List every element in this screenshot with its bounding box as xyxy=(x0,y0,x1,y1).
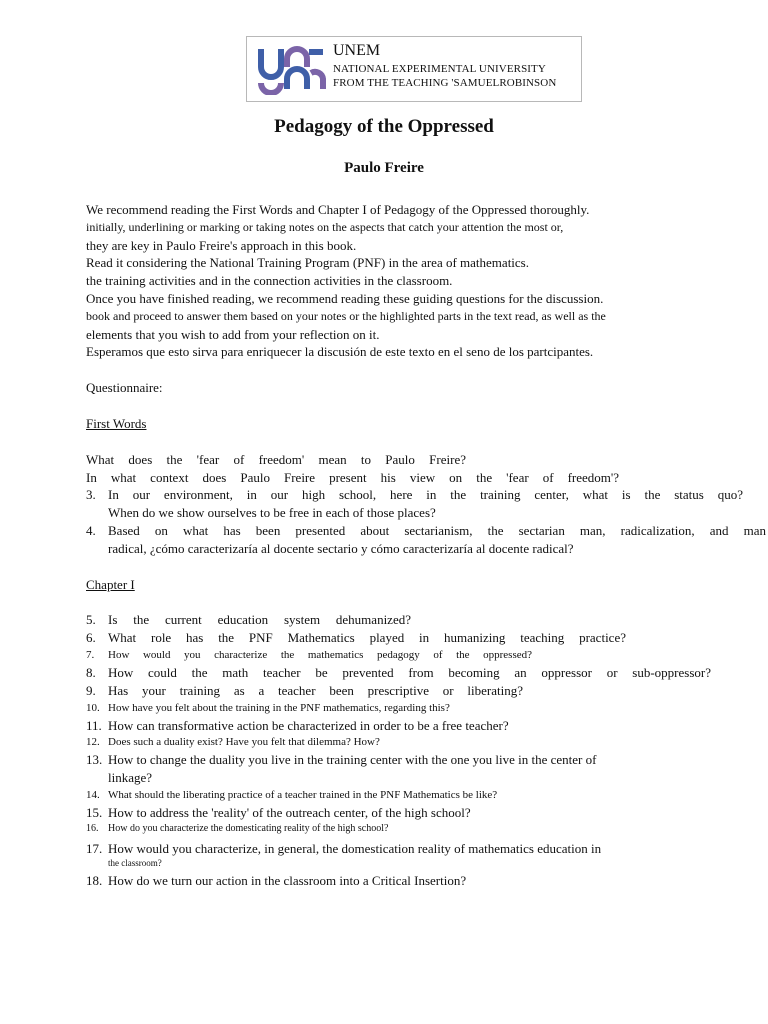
question-16: 16. How do you characterize the domesticating reality of the high school? xyxy=(86,822,389,834)
question-9: 9. Has your training as a teacher been prescriptive or liberating? xyxy=(86,682,523,698)
question-11: 11. How can transformative action be characterized in order to be a free teacher? xyxy=(86,717,509,733)
question-6: 6. What role has the PNF Mathematics played in humanizing teaching practice? xyxy=(86,630,626,646)
org-name: UNEM xyxy=(333,42,381,59)
question-1: What does the 'fear of freedom' mean to Paulo Freire? xyxy=(86,451,466,467)
org-line-2: FROM THE TEACHING 'SAMUELROBINSON xyxy=(333,77,557,89)
question-12: 12. Does such a duality exist? Have you felt that dilemma? How? xyxy=(86,736,380,749)
chapter-questions xyxy=(86,611,766,889)
intro-line: Esperamos que esto sirva para enriquecer la discusión de este texto en el seno de los partcipantes. xyxy=(86,344,594,360)
question-4-continued: radical, ¿cómo caracterizaría al docente sectario y cómo caracterizaría al docente radical? xyxy=(108,540,574,556)
question-3: 3. In our environment, in our high school, here in the training center, what is the status quo? xyxy=(86,487,743,503)
section-heading-chapter-1: Chapter I xyxy=(86,576,135,592)
intro-line: initially, underlining or marking or taking notes on the aspects that catch your attention the most or, xyxy=(86,219,564,234)
question-13-continued: linkage? xyxy=(108,770,153,786)
question-18: 18. How do we turn our action in the classroom into a Critical Insertion? xyxy=(86,872,467,888)
question-17: 17. How would you characterize, in general, the domestication reality of mathematics education in xyxy=(86,840,602,856)
header-text xyxy=(333,43,556,90)
question-5: 5. Is the current education system dehumanized? xyxy=(86,612,411,628)
document-author: Paulo Freire xyxy=(344,160,424,176)
document-body xyxy=(86,201,766,889)
intro-line: Read it considering the National Training Program (PNF) in the area of mathematics. xyxy=(86,255,529,271)
question-13: 13. How to change the duality you live in the training center with the one you live in the center of xyxy=(86,752,597,768)
intro-line: the training activities and in the connection activities in the classroom. xyxy=(86,273,453,289)
org-line-1: NATIONAL EXPERIMENTAL UNIVERSITY xyxy=(333,63,546,75)
section-heading-first-words: First Words xyxy=(86,415,147,431)
first-words-questions xyxy=(86,451,766,558)
unem-logo-icon xyxy=(257,43,327,95)
question-4: 4. Based on what has been presented about sectarianism, the sectarian man, radicalization, and man xyxy=(86,522,766,538)
intro-line: they are key in Paulo Freire's approach in this book. xyxy=(86,237,357,253)
question-15: 15. How to address the 'reality' of the outreach center, of the high school? xyxy=(86,804,471,820)
question-10: 10. How have you felt about the training in the PNF mathematics, regarding this? xyxy=(86,701,450,714)
intro-line: book and proceed to answer them based on your notes or the highlighted parts in the text read, as well as the xyxy=(86,308,606,323)
questionnaire-label: Questionnaire: xyxy=(86,380,163,396)
intro-line: Once you have finished reading, we recommend reading these guiding questions for the discussion. xyxy=(86,290,604,306)
question-8: 8. How could the math teacher be prevented from becoming an oppressor or sub-oppressor? xyxy=(86,664,711,680)
intro-line: We recommend reading the First Words and Chapter I of Pedagogy of the Oppressed thoroughly. xyxy=(86,202,590,217)
question-3-continued: When do we show ourselves to be free in each of those places? xyxy=(108,505,436,521)
intro-paragraph xyxy=(86,201,766,361)
university-header xyxy=(246,36,582,102)
question-7: 7. How would you characterize the mathematics pedagogy of the oppressed? xyxy=(86,648,532,661)
document-title: Pedagogy of the Oppressed xyxy=(274,116,494,137)
question-17-continued: the classroom? xyxy=(108,857,162,868)
question-14: 14. What should the liberating practice of a teacher trained in the PNF Mathematics be like? xyxy=(86,788,498,801)
question-2: In what context does Paulo Freire present his view on the 'fear of freedom'? xyxy=(86,469,619,485)
intro-line: elements that you wish to add from your reflection on it. xyxy=(86,326,380,342)
